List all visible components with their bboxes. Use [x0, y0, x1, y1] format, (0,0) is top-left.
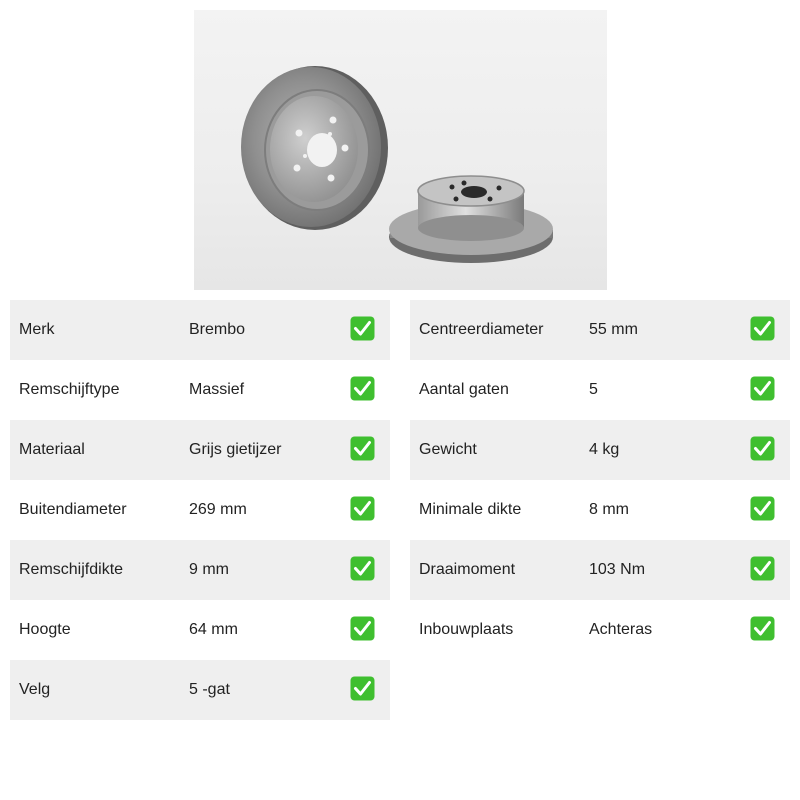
spec-row — [10, 660, 390, 720]
check-icon — [350, 616, 375, 641]
spec-value: 103 Nm — [589, 561, 646, 578]
spec-value: 5 -gat — [189, 681, 230, 698]
spec-row — [410, 420, 790, 480]
spec-row — [410, 480, 790, 540]
spec-label: Merk — [19, 321, 55, 338]
spec-table-left — [10, 300, 390, 720]
spec-row — [10, 600, 390, 660]
spec-row — [10, 360, 390, 420]
spec-label: Inbouwplaats — [419, 621, 514, 638]
check-icon — [350, 556, 375, 581]
spec-value: 9 mm — [189, 561, 229, 578]
spec-label: Draaimoment — [419, 561, 516, 578]
check-icon — [750, 616, 775, 641]
spec-row — [10, 480, 390, 540]
spec-value: 4 kg — [589, 441, 620, 458]
spec-value: 8 mm — [589, 501, 629, 518]
check-icon — [350, 316, 375, 341]
spec-row — [10, 540, 390, 600]
spec-label: Remschijftype — [19, 381, 120, 398]
check-icon — [350, 496, 375, 521]
product-image — [194, 10, 607, 290]
brake-disc-illustration — [194, 10, 607, 290]
check-icon — [750, 376, 775, 401]
spec-value: Grijs gietijzer — [189, 441, 282, 458]
check-icon — [350, 676, 375, 701]
spec-label: Centreerdiameter — [419, 321, 544, 338]
spec-row — [410, 360, 790, 420]
spec-label: Minimale dikte — [419, 501, 522, 518]
spec-value: Brembo — [189, 321, 246, 338]
spec-row — [410, 540, 790, 600]
spec-value: 5 — [589, 381, 598, 398]
spec-table-right — [410, 300, 790, 660]
check-icon — [750, 436, 775, 461]
spec-value: 269 mm — [189, 501, 247, 518]
spec-value: Achteras — [589, 621, 653, 638]
spec-value: 55 mm — [589, 321, 638, 338]
spec-label: Materiaal — [19, 441, 85, 458]
spec-value: 64 mm — [189, 621, 238, 638]
spec-label: Velg — [19, 681, 51, 698]
spec-row — [10, 300, 390, 360]
spec-row — [410, 300, 790, 360]
spec-row — [10, 420, 390, 480]
spec-label: Remschijfdikte — [19, 561, 124, 578]
check-icon — [750, 496, 775, 521]
check-icon — [750, 556, 775, 581]
spec-label: Aantal gaten — [419, 381, 509, 398]
check-icon — [350, 436, 375, 461]
spec-label: Gewicht — [419, 441, 477, 458]
check-icon — [750, 316, 775, 341]
spec-value: Massief — [189, 381, 245, 398]
spec-row — [410, 600, 790, 660]
spec-label: Buitendiameter — [19, 501, 127, 518]
check-icon — [350, 376, 375, 401]
spec-label: Hoogte — [19, 621, 71, 638]
